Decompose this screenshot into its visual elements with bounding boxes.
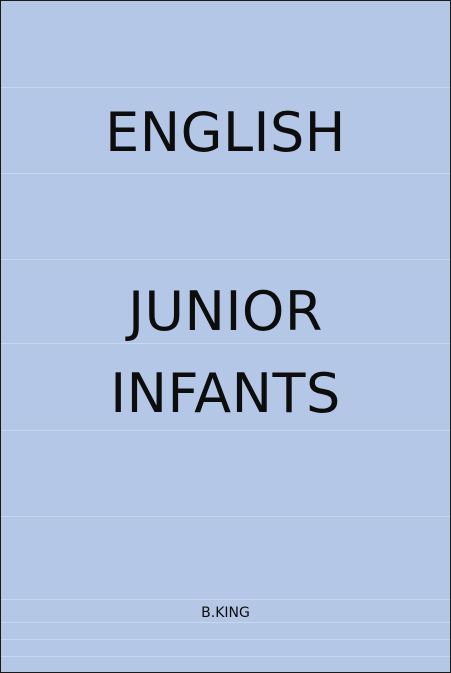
faint-ruled-line [1, 87, 450, 88]
faint-ruled-line [1, 622, 450, 623]
faint-ruled-line [1, 259, 450, 260]
faint-ruled-line [1, 516, 450, 517]
faint-ruled-line [1, 173, 450, 174]
level-title-line-2: INFANTS [110, 362, 341, 425]
level-title-line-1: JUNIOR [128, 280, 323, 343]
faint-ruled-line [1, 656, 450, 657]
faint-ruled-line [1, 599, 450, 600]
faint-ruled-line [1, 430, 450, 431]
author-name: B.KING [201, 605, 250, 621]
faint-ruled-line [1, 639, 450, 640]
faint-ruled-line [1, 343, 450, 344]
subject-title: ENGLISH [105, 101, 346, 164]
